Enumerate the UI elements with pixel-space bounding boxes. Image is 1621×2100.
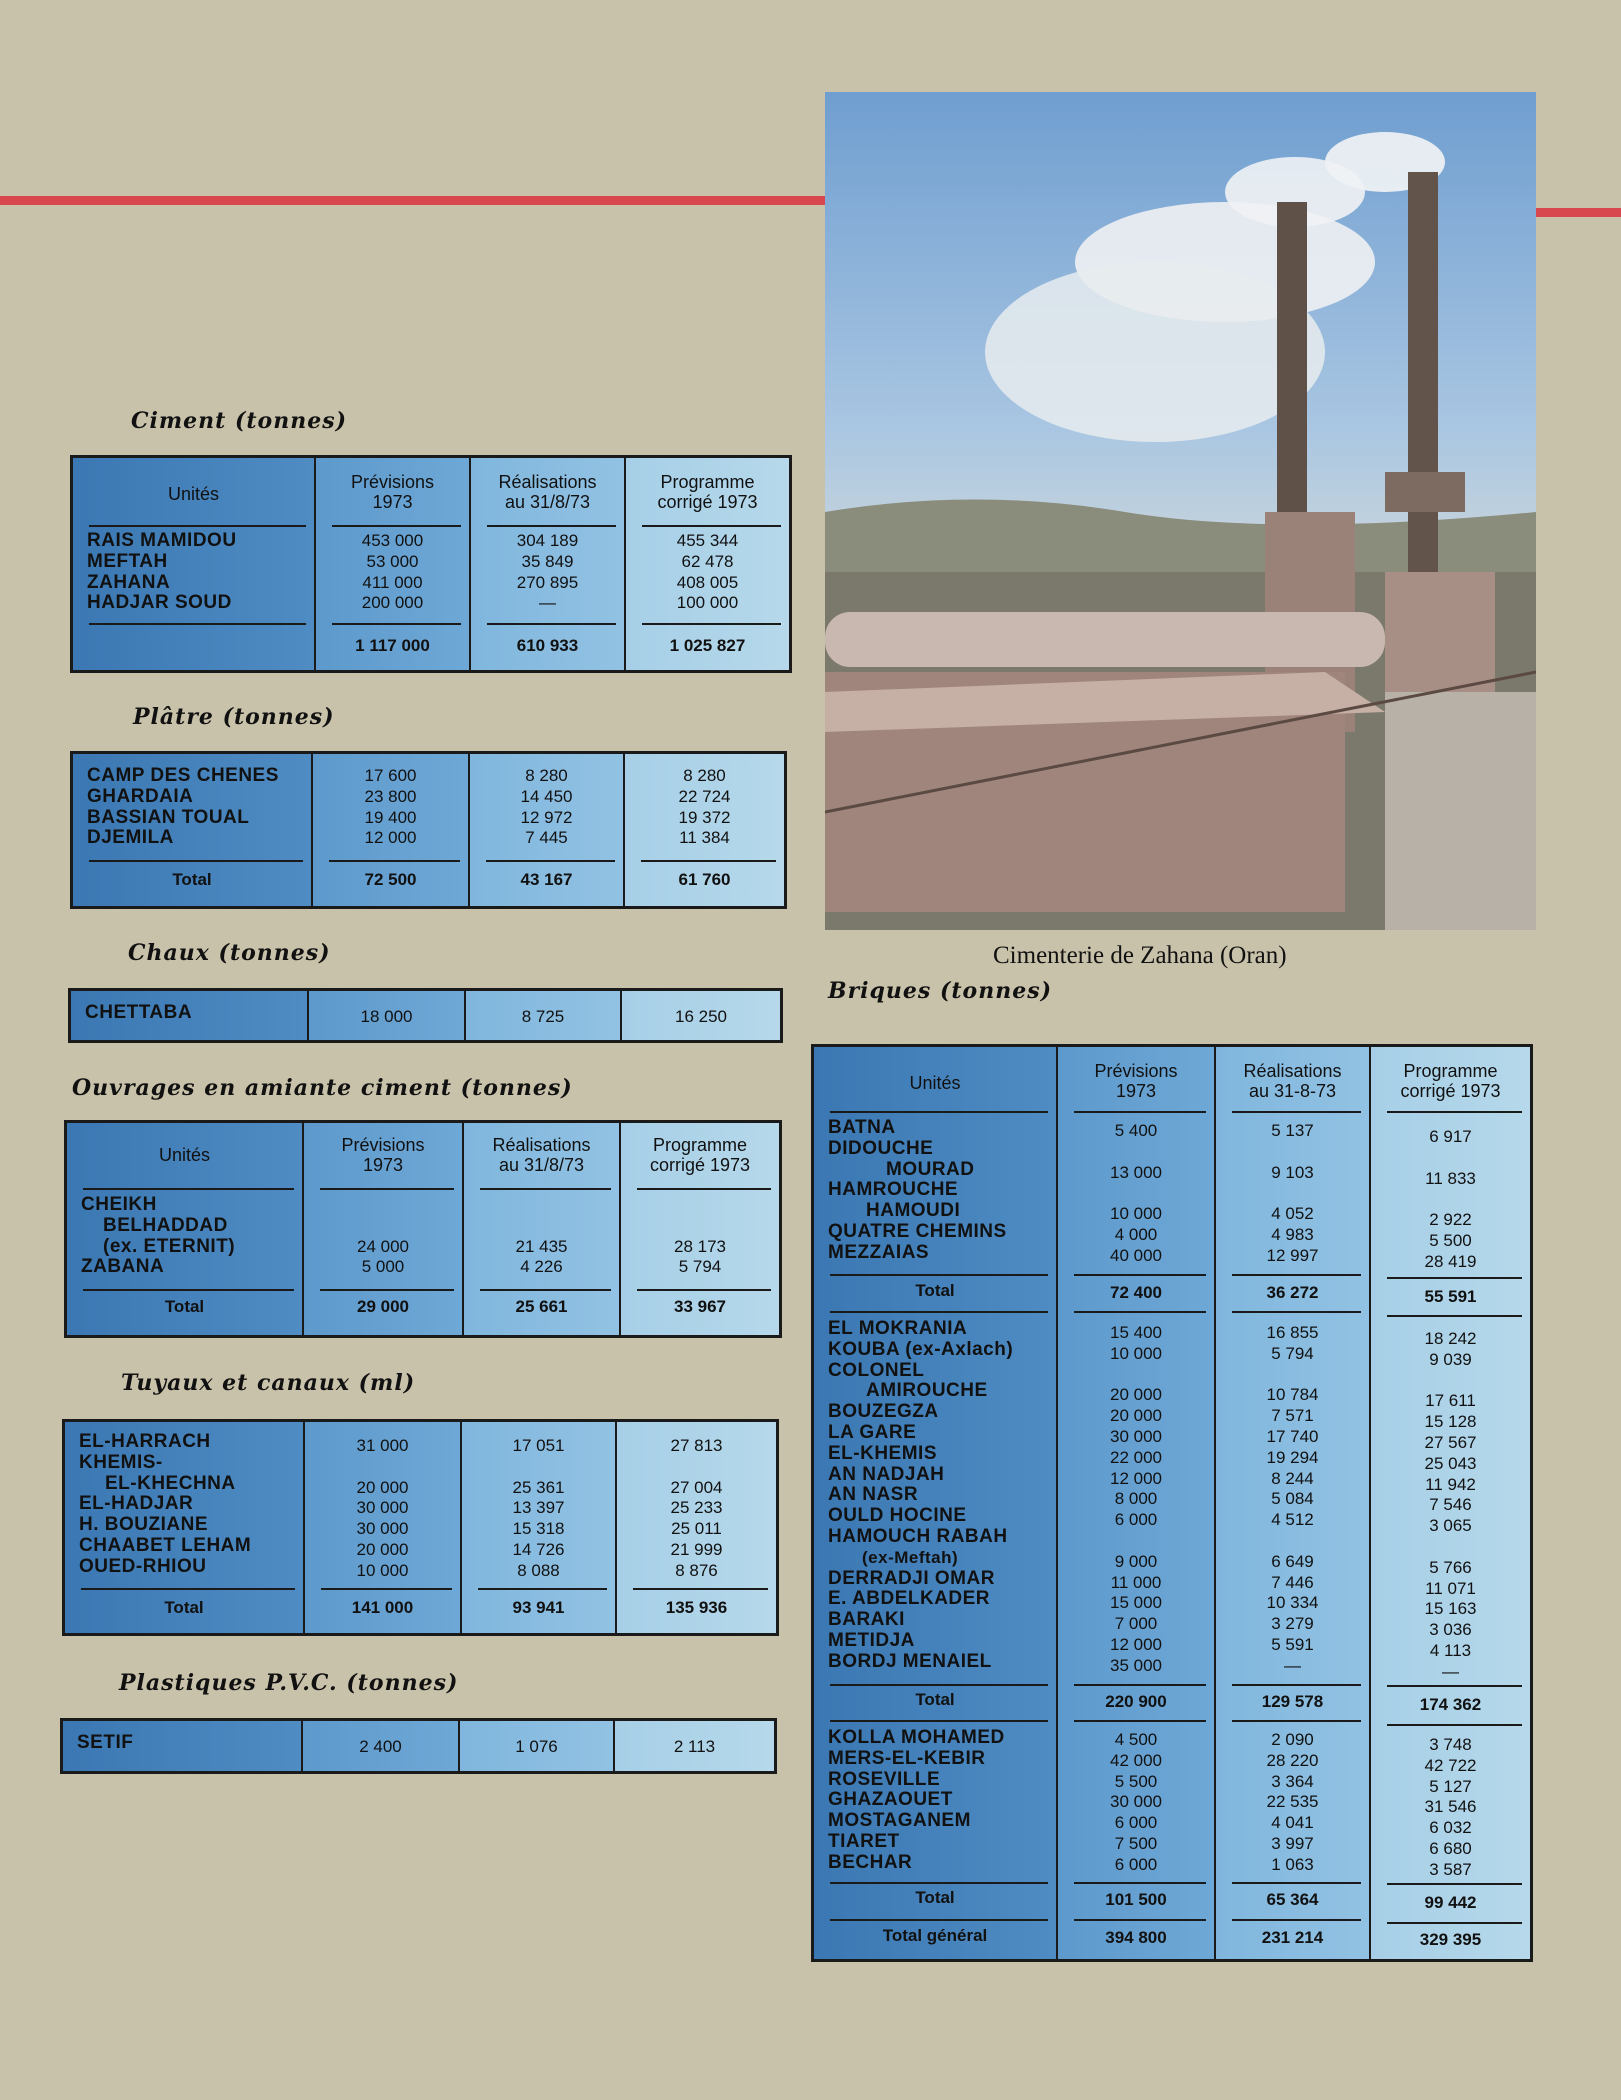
chaux-cell: 16 250 bbox=[675, 1007, 727, 1026]
briques-g2-name: E. ABDELKADER bbox=[828, 1588, 991, 1610]
chaux-table bbox=[68, 988, 783, 1043]
ciment-cell: 100 000 bbox=[676, 593, 739, 613]
ciment-cell: 35 849 bbox=[521, 551, 574, 571]
briques-g1-cell bbox=[1216, 1183, 1369, 1204]
tuyaux-cell: 30 000 bbox=[356, 1498, 409, 1518]
ciment-table bbox=[70, 455, 792, 673]
amiante-table bbox=[64, 1120, 782, 1338]
briques-g1-cell: 5 400 bbox=[1114, 1121, 1158, 1140]
briques-g2-total-real: 129 578 bbox=[1261, 1692, 1324, 1711]
briques-g2-name: AN NADJAH bbox=[828, 1463, 945, 1485]
briques-g2-cell: 11 071 bbox=[1425, 1578, 1476, 1598]
briques-g3-cell: 6 032 bbox=[1429, 1818, 1472, 1838]
briques-g3-cell: 42 000 bbox=[1110, 1750, 1162, 1770]
platre-cell: 14 450 bbox=[520, 786, 573, 806]
briques-g3-name: BECHAR bbox=[828, 1851, 913, 1873]
briques-g2-cell: 4 512 bbox=[1271, 1510, 1314, 1530]
briques-g2-cell bbox=[1216, 1531, 1369, 1552]
briques-g1-cell: 28 419 bbox=[1424, 1251, 1477, 1271]
briques-g1-cell: 12 997 bbox=[1266, 1245, 1319, 1265]
briques-g2-cell: 3 279 bbox=[1271, 1614, 1314, 1634]
briques-g2-cell: 11 942 bbox=[1425, 1474, 1476, 1494]
pvc-row-name: SETIF bbox=[77, 1732, 134, 1753]
briques-g1-total-real: 36 272 bbox=[1266, 1283, 1319, 1302]
briques-g3-name: GHAZAOUET bbox=[828, 1789, 953, 1811]
briques-g2-cell bbox=[1371, 1537, 1530, 1558]
briques-g2-cell: 7 546 bbox=[1429, 1495, 1472, 1515]
briques-g2-cell: 6 649 bbox=[1271, 1551, 1314, 1571]
tuyaux-row-name: H. BOUZIANE bbox=[79, 1514, 208, 1536]
amiante-total-real: 25 661 bbox=[515, 1297, 568, 1316]
briques-g2-name: HAMOUCH RABAH bbox=[828, 1525, 1008, 1547]
amiante-header-unites: Unités bbox=[158, 1145, 211, 1165]
briques-g3-cell: 1 063 bbox=[1271, 1854, 1314, 1874]
ciment-header-realisations: Réalisations au 31/8/73 bbox=[498, 472, 597, 512]
photo-caption: Cimenterie de Zahana (Oran) bbox=[993, 942, 1287, 969]
briques-g3-cell: 3 748 bbox=[1429, 1735, 1472, 1754]
briques-g3-cell: 4 041 bbox=[1271, 1813, 1314, 1833]
tuyaux-cell: 15 318 bbox=[512, 1519, 565, 1539]
amiante-cell: 5 794 bbox=[678, 1257, 722, 1277]
tuyaux-table bbox=[62, 1419, 779, 1636]
briques-g2-total-label: Total bbox=[915, 1690, 955, 1709]
briques-g3-cell: 42 722 bbox=[1424, 1755, 1477, 1775]
briques-header-realisations: Réalisations au 31-8-73 bbox=[1243, 1061, 1342, 1101]
briques-g1-cell: 9 103 bbox=[1271, 1162, 1314, 1182]
tuyaux-total-real: 93 941 bbox=[512, 1598, 565, 1617]
tuyaux-cell: 13 397 bbox=[512, 1498, 565, 1518]
briques-g1-cell: 5 500 bbox=[1429, 1230, 1472, 1250]
tuyaux-title: Tuyaux et canaux (ml) bbox=[121, 1370, 416, 1396]
amiante-cell bbox=[304, 1216, 462, 1237]
platre-total-label: Total bbox=[172, 870, 212, 889]
tuyaux-cell: 8 876 bbox=[675, 1560, 718, 1580]
briques-g3-cell: 3 587 bbox=[1429, 1859, 1472, 1879]
briques-g2-cell: 10 334 bbox=[1266, 1593, 1319, 1613]
briques-g2-cell: 15 400 bbox=[1110, 1323, 1162, 1342]
platre-cell: 11 384 bbox=[679, 828, 730, 848]
briques-g2-cell: 12 000 bbox=[1110, 1634, 1162, 1654]
tuyaux-row-name: EL-KHECHNA bbox=[105, 1472, 236, 1494]
briques-g1-cell bbox=[1058, 1142, 1214, 1163]
briques-g1-cell: 5 137 bbox=[1271, 1121, 1314, 1140]
briques-g1-cell bbox=[1371, 1148, 1530, 1169]
briques-table bbox=[811, 1044, 1533, 1962]
tuyaux-cell: 14 726 bbox=[512, 1539, 565, 1559]
platre-row-name: DJEMILA bbox=[87, 827, 174, 849]
amiante-total-label: Total bbox=[164, 1297, 205, 1316]
tuyaux-cell: 8 088 bbox=[517, 1560, 560, 1580]
tuyaux-cell: 10 000 bbox=[356, 1560, 409, 1580]
briques-g2-name: (ex-Meftah) bbox=[862, 1547, 959, 1567]
briques-g3-total-real: 65 364 bbox=[1266, 1890, 1319, 1909]
ciment-row-name: HADJAR SOUD bbox=[87, 592, 232, 614]
briques-g2-name: BORDJ MENAIEL bbox=[828, 1650, 992, 1672]
briques-g1-total-label: Total bbox=[915, 1281, 955, 1300]
platre-cell: 23 800 bbox=[364, 786, 417, 806]
briques-g1-name: HAMOUDI bbox=[866, 1200, 961, 1222]
briques-g3-cell: 3 997 bbox=[1271, 1833, 1314, 1853]
briques-g2-cell: 30 000 bbox=[1110, 1426, 1162, 1446]
amiante-cell: 28 173 bbox=[674, 1236, 726, 1256]
briques-g2-cell: 7 000 bbox=[1114, 1614, 1158, 1634]
briques-g2-total-prev: 220 900 bbox=[1105, 1692, 1167, 1711]
tuyaux-cell: 20 000 bbox=[356, 1477, 409, 1497]
briques-g2-cell: 8 244 bbox=[1271, 1468, 1314, 1488]
briques-g2-name: EL MOKRANIA bbox=[828, 1318, 968, 1339]
briques-g3-total-prog: 99 442 bbox=[1424, 1893, 1477, 1912]
briques-g2-name: BARAKI bbox=[828, 1609, 905, 1631]
briques-g2-cell: 12 000 bbox=[1110, 1468, 1162, 1488]
amiante-cell bbox=[464, 1216, 619, 1237]
platre-cell: 19 400 bbox=[364, 807, 417, 827]
briques-g2-name: EL-KHEMIS bbox=[828, 1442, 937, 1464]
briques-g2-cell: 3 065 bbox=[1429, 1516, 1472, 1536]
briques-g3-cell: 31 546 bbox=[1424, 1797, 1477, 1817]
red-rule-right bbox=[1536, 208, 1621, 217]
platre-cell: 22 724 bbox=[678, 786, 731, 806]
ciment-cell: 304 189 bbox=[516, 531, 579, 550]
chaux-cell: 8 725 bbox=[521, 1007, 565, 1026]
briques-g2-cell: 19 294 bbox=[1266, 1447, 1319, 1467]
briques-g2-cell: 5 591 bbox=[1271, 1634, 1314, 1654]
briques-g1-name: HAMROUCHE bbox=[828, 1179, 959, 1201]
amiante-cell bbox=[304, 1195, 462, 1216]
briques-g1-cell bbox=[1216, 1142, 1369, 1163]
tuyaux-row-name: KHEMIS- bbox=[79, 1451, 163, 1473]
briques-g2-cell: — bbox=[1284, 1655, 1301, 1675]
briques-g2-cell: 4 113 bbox=[1429, 1640, 1472, 1660]
briques-g3-cell: 3 364 bbox=[1271, 1771, 1314, 1791]
briques-g1-total-prev: 72 400 bbox=[1110, 1283, 1162, 1302]
tuyaux-cell: 17 051 bbox=[512, 1436, 565, 1455]
tuyaux-total-prev: 141 000 bbox=[351, 1598, 414, 1617]
briques-g3-name: KOLLA MOHAMED bbox=[828, 1727, 1005, 1748]
briques-g1-cell: 13 000 bbox=[1110, 1162, 1162, 1182]
briques-g2-cell: 6 000 bbox=[1114, 1510, 1158, 1530]
briques-g2-cell: 7 446 bbox=[1271, 1572, 1314, 1592]
ciment-cell: 53 000 bbox=[366, 551, 419, 571]
ciment-header-programme: Programme corrigé 1973 bbox=[657, 472, 758, 512]
ciment-cell: 411 000 bbox=[362, 572, 423, 592]
ciment-cell: 408 005 bbox=[676, 572, 739, 592]
ciment-total-prog: 1 025 827 bbox=[669, 636, 746, 655]
briques-g1-cell: 40 000 bbox=[1110, 1245, 1162, 1265]
amiante-row-name: ZABANA bbox=[81, 1256, 165, 1278]
briques-g1-name: QUATRE CHEMINS bbox=[828, 1220, 1007, 1242]
tuyaux-row-name: EL-HADJAR bbox=[79, 1493, 194, 1515]
tuyaux-total-label: Total bbox=[164, 1598, 204, 1617]
ciment-total-real: 610 933 bbox=[516, 636, 579, 655]
briques-g2-cell: 5 766 bbox=[1429, 1557, 1472, 1577]
tuyaux-cell bbox=[462, 1457, 615, 1478]
briques-g3-name: MOSTAGANEM bbox=[828, 1810, 971, 1832]
briques-g2-cell: 17 740 bbox=[1266, 1426, 1319, 1446]
briques-g1-cell: 4 000 bbox=[1114, 1224, 1158, 1244]
briques-g1-cell: 4 983 bbox=[1271, 1224, 1314, 1244]
briques-g3-cell: 5 500 bbox=[1114, 1771, 1158, 1791]
platre-total-prog: 61 760 bbox=[678, 870, 731, 889]
cement-plant-illustration bbox=[825, 92, 1536, 930]
briques-g3-name: ROSEVILLE bbox=[828, 1768, 941, 1790]
amiante-cell: 21 435 bbox=[515, 1236, 568, 1256]
amiante-total-prog: 33 967 bbox=[674, 1297, 726, 1316]
ciment-header-unites: Unités bbox=[167, 484, 220, 504]
platre-cell: 12 000 bbox=[364, 828, 417, 848]
briques-g3-name: MERS-EL-KEBIR bbox=[828, 1747, 986, 1769]
amiante-cell bbox=[621, 1195, 779, 1216]
amiante-row-name: CHEIKH bbox=[81, 1194, 157, 1215]
chaux-row-name: CHETTABA bbox=[85, 1002, 193, 1023]
briques-g2-cell: 22 000 bbox=[1110, 1447, 1162, 1467]
amiante-header-previsions: Prévisions 1973 bbox=[341, 1135, 425, 1175]
briques-grand-total-real: 231 214 bbox=[1261, 1928, 1324, 1947]
briques-g2-name: METIDJA bbox=[828, 1629, 915, 1651]
amiante-cell bbox=[464, 1195, 619, 1216]
briques-title: Briques (tonnes) bbox=[828, 978, 1052, 1004]
briques-g1-cell bbox=[1058, 1183, 1214, 1204]
amiante-header-realisations: Réalisations au 31/8/73 bbox=[492, 1135, 591, 1175]
amiante-cell: 5 000 bbox=[361, 1257, 405, 1277]
platre-row-name: BASSIAN TOUAL bbox=[87, 806, 250, 828]
chaux-cell: 18 000 bbox=[360, 1007, 413, 1026]
platre-row-name: CAMP DES CHENES bbox=[87, 765, 279, 786]
briques-g1-name: DIDOUCHE bbox=[828, 1137, 934, 1159]
briques-g2-name: OULD HOCINE bbox=[828, 1505, 967, 1527]
briques-header-previsions: Prévisions 1973 bbox=[1094, 1061, 1178, 1101]
tuyaux-cell: 25 011 bbox=[671, 1519, 722, 1539]
ciment-header-previsions: Prévisions 1973 bbox=[350, 472, 435, 512]
briques-g1-name: MEZZAIAS bbox=[828, 1241, 930, 1263]
briques-g2-cell: 20 000 bbox=[1110, 1385, 1162, 1405]
briques-g2-name: AMIROUCHE bbox=[866, 1380, 988, 1402]
briques-g2-cell: 3 036 bbox=[1429, 1620, 1472, 1640]
tuyaux-row-name: CHAABET LEHAM bbox=[79, 1534, 252, 1556]
tuyaux-row-name: OUED-RHIOU bbox=[79, 1555, 207, 1577]
ciment-row-name: RAIS MAMIDOU bbox=[87, 530, 237, 551]
amiante-row-name: (ex. ETERNIT) bbox=[103, 1235, 236, 1257]
ciment-cell: 453 000 bbox=[361, 531, 424, 550]
briques-g2-cell: 18 242 bbox=[1424, 1329, 1477, 1348]
briques-header-programme: Programme corrigé 1973 bbox=[1400, 1061, 1501, 1101]
briques-g2-name: AN NASR bbox=[828, 1484, 919, 1506]
pvc-title: Plastiques P.V.C. (tonnes) bbox=[119, 1670, 459, 1696]
amiante-row-name: BELHADDAD bbox=[103, 1214, 228, 1236]
cement-plant-photo bbox=[825, 92, 1536, 930]
briques-g2-cell bbox=[1058, 1531, 1214, 1552]
briques-g3-total-label: Total bbox=[915, 1888, 955, 1907]
briques-g1-cell: 10 000 bbox=[1110, 1204, 1162, 1224]
briques-g3-cell: 28 220 bbox=[1266, 1750, 1319, 1770]
briques-g2-cell: 17 611 bbox=[1425, 1391, 1476, 1411]
platre-title: Plâtre (tonnes) bbox=[133, 704, 335, 730]
briques-g2-cell: 11 000 bbox=[1110, 1572, 1162, 1592]
tuyaux-cell: 21 999 bbox=[670, 1539, 723, 1559]
tuyaux-cell: 30 000 bbox=[356, 1519, 409, 1539]
briques-g2-cell: 10 784 bbox=[1266, 1385, 1319, 1405]
tuyaux-cell: 31 000 bbox=[356, 1436, 409, 1455]
briques-g2-cell: 15 163 bbox=[1424, 1599, 1477, 1619]
briques-g1-cell: 6 917 bbox=[1429, 1127, 1472, 1146]
briques-g2-cell: 9 000 bbox=[1114, 1551, 1158, 1571]
tuyaux-cell: 27 813 bbox=[670, 1436, 723, 1455]
briques-g2-name: LA GARE bbox=[828, 1421, 917, 1443]
briques-g2-cell: 27 567 bbox=[1424, 1432, 1477, 1452]
ciment-row-name: MEFTAH bbox=[87, 550, 168, 572]
briques-g3-cell: 30 000 bbox=[1110, 1792, 1162, 1812]
amiante-title: Ouvrages en amiante ciment (tonnes) bbox=[72, 1075, 573, 1101]
briques-g2-cell: 35 000 bbox=[1110, 1655, 1162, 1675]
amiante-total-prev: 29 000 bbox=[357, 1297, 409, 1316]
platre-cell: 7 445 bbox=[525, 828, 568, 848]
briques-g2-cell: 15 000 bbox=[1110, 1593, 1162, 1613]
pvc-cell: 2 400 bbox=[359, 1737, 402, 1756]
briques-g1-total-prog: 55 591 bbox=[1424, 1287, 1477, 1306]
briques-g1-name: MOURAD bbox=[886, 1158, 975, 1180]
amiante-header-programme: Programme corrigé 1973 bbox=[649, 1135, 751, 1175]
tuyaux-cell: 25 361 bbox=[512, 1477, 565, 1497]
tuyaux-cell bbox=[617, 1457, 776, 1478]
briques-g3-cell: 4 500 bbox=[1114, 1730, 1158, 1749]
briques-g2-total-prog: 174 362 bbox=[1419, 1695, 1482, 1714]
platre-table bbox=[70, 751, 787, 909]
tuyaux-total-prog: 135 936 bbox=[665, 1598, 728, 1617]
briques-g2-cell: — bbox=[1442, 1661, 1459, 1681]
briques-g1-cell bbox=[1371, 1189, 1530, 1210]
briques-g2-cell: 5 084 bbox=[1271, 1489, 1314, 1509]
tuyaux-row-name: EL-HARRACH bbox=[79, 1431, 211, 1452]
briques-g2-cell: 15 128 bbox=[1424, 1412, 1477, 1432]
ciment-row-name: ZAHANA bbox=[87, 571, 171, 593]
ciment-cell: 455 344 bbox=[676, 531, 739, 550]
briques-g2-cell: 9 039 bbox=[1429, 1349, 1472, 1369]
platre-total-real: 43 167 bbox=[520, 870, 573, 889]
tuyaux-cell: 20 000 bbox=[356, 1539, 409, 1559]
briques-g3-cell: 6 000 bbox=[1114, 1854, 1158, 1874]
pvc-cell: 1 076 bbox=[515, 1737, 558, 1756]
platre-cell: 17 600 bbox=[364, 766, 417, 785]
amiante-cell bbox=[621, 1216, 779, 1237]
briques-grand-total-prev: 394 800 bbox=[1105, 1928, 1167, 1947]
briques-g1-cell: 4 052 bbox=[1271, 1204, 1314, 1224]
platre-total-prev: 72 500 bbox=[364, 870, 417, 889]
platre-cell: 19 372 bbox=[678, 807, 731, 827]
briques-g3-total-prev: 101 500 bbox=[1105, 1890, 1167, 1909]
briques-g1-cell: 2 922 bbox=[1429, 1210, 1472, 1230]
briques-g2-name: COLONEL bbox=[828, 1359, 925, 1381]
briques-g2-cell bbox=[1371, 1371, 1530, 1392]
red-rule-left bbox=[0, 196, 830, 205]
briques-g2-cell: 20 000 bbox=[1110, 1406, 1162, 1426]
briques-g3-cell: 6 000 bbox=[1114, 1813, 1158, 1833]
briques-g3-cell: 7 500 bbox=[1114, 1833, 1158, 1853]
briques-header-unites: Unités bbox=[909, 1073, 961, 1093]
briques-g1-name: BATNA bbox=[828, 1117, 896, 1138]
briques-g1-cell: 11 833 bbox=[1425, 1168, 1476, 1188]
ciment-cell: 62 478 bbox=[681, 551, 734, 571]
briques-g2-cell: 8 000 bbox=[1114, 1489, 1158, 1509]
amiante-cell: 24 000 bbox=[357, 1236, 409, 1256]
ciment-title: Ciment (tonnes) bbox=[131, 408, 347, 434]
pvc-cell: 2 113 bbox=[673, 1737, 716, 1756]
briques-g3-cell: 22 535 bbox=[1266, 1792, 1319, 1812]
briques-g2-cell: 16 855 bbox=[1266, 1323, 1319, 1342]
briques-g2-name: DERRADJI OMAR bbox=[828, 1567, 995, 1589]
briques-grand-total-label: Total général bbox=[882, 1926, 988, 1945]
briques-g3-name: TIARET bbox=[828, 1830, 900, 1852]
briques-g2-cell: 25 043 bbox=[1424, 1453, 1477, 1473]
briques-g2-cell: 7 571 bbox=[1271, 1406, 1314, 1426]
platre-cell: 8 280 bbox=[683, 766, 726, 785]
briques-g2-cell bbox=[1058, 1365, 1214, 1386]
briques-g3-cell: 2 090 bbox=[1271, 1730, 1314, 1749]
ciment-cell: 200 000 bbox=[361, 593, 424, 613]
briques-g2-name: BOUZEGZA bbox=[828, 1401, 939, 1423]
briques-g2-cell: 10 000 bbox=[1110, 1343, 1162, 1363]
tuyaux-cell: 25 233 bbox=[670, 1498, 723, 1518]
chaux-title: Chaux (tonnes) bbox=[128, 940, 331, 966]
briques-grand-total-prog: 329 395 bbox=[1419, 1930, 1482, 1949]
platre-cell: 8 280 bbox=[525, 766, 568, 785]
platre-cell: 12 972 bbox=[520, 807, 573, 827]
tuyaux-cell bbox=[305, 1457, 460, 1478]
ciment-cell: — bbox=[539, 593, 556, 613]
ciment-total-prev: 1 117 000 bbox=[355, 636, 430, 655]
briques-g2-name: KOUBA (ex-Axlach) bbox=[828, 1338, 1014, 1360]
pvc-table bbox=[60, 1718, 777, 1774]
tuyaux-cell: 27 004 bbox=[670, 1477, 723, 1497]
briques-g3-cell: 5 127 bbox=[1429, 1776, 1472, 1796]
briques-g2-cell: 5 794 bbox=[1271, 1343, 1314, 1363]
ciment-cell: 270 895 bbox=[516, 572, 579, 592]
briques-g2-cell bbox=[1216, 1365, 1369, 1386]
platre-row-name: GHARDAIA bbox=[87, 785, 194, 807]
briques-g3-cell: 6 680 bbox=[1429, 1838, 1472, 1858]
amiante-cell: 4 226 bbox=[520, 1257, 563, 1277]
